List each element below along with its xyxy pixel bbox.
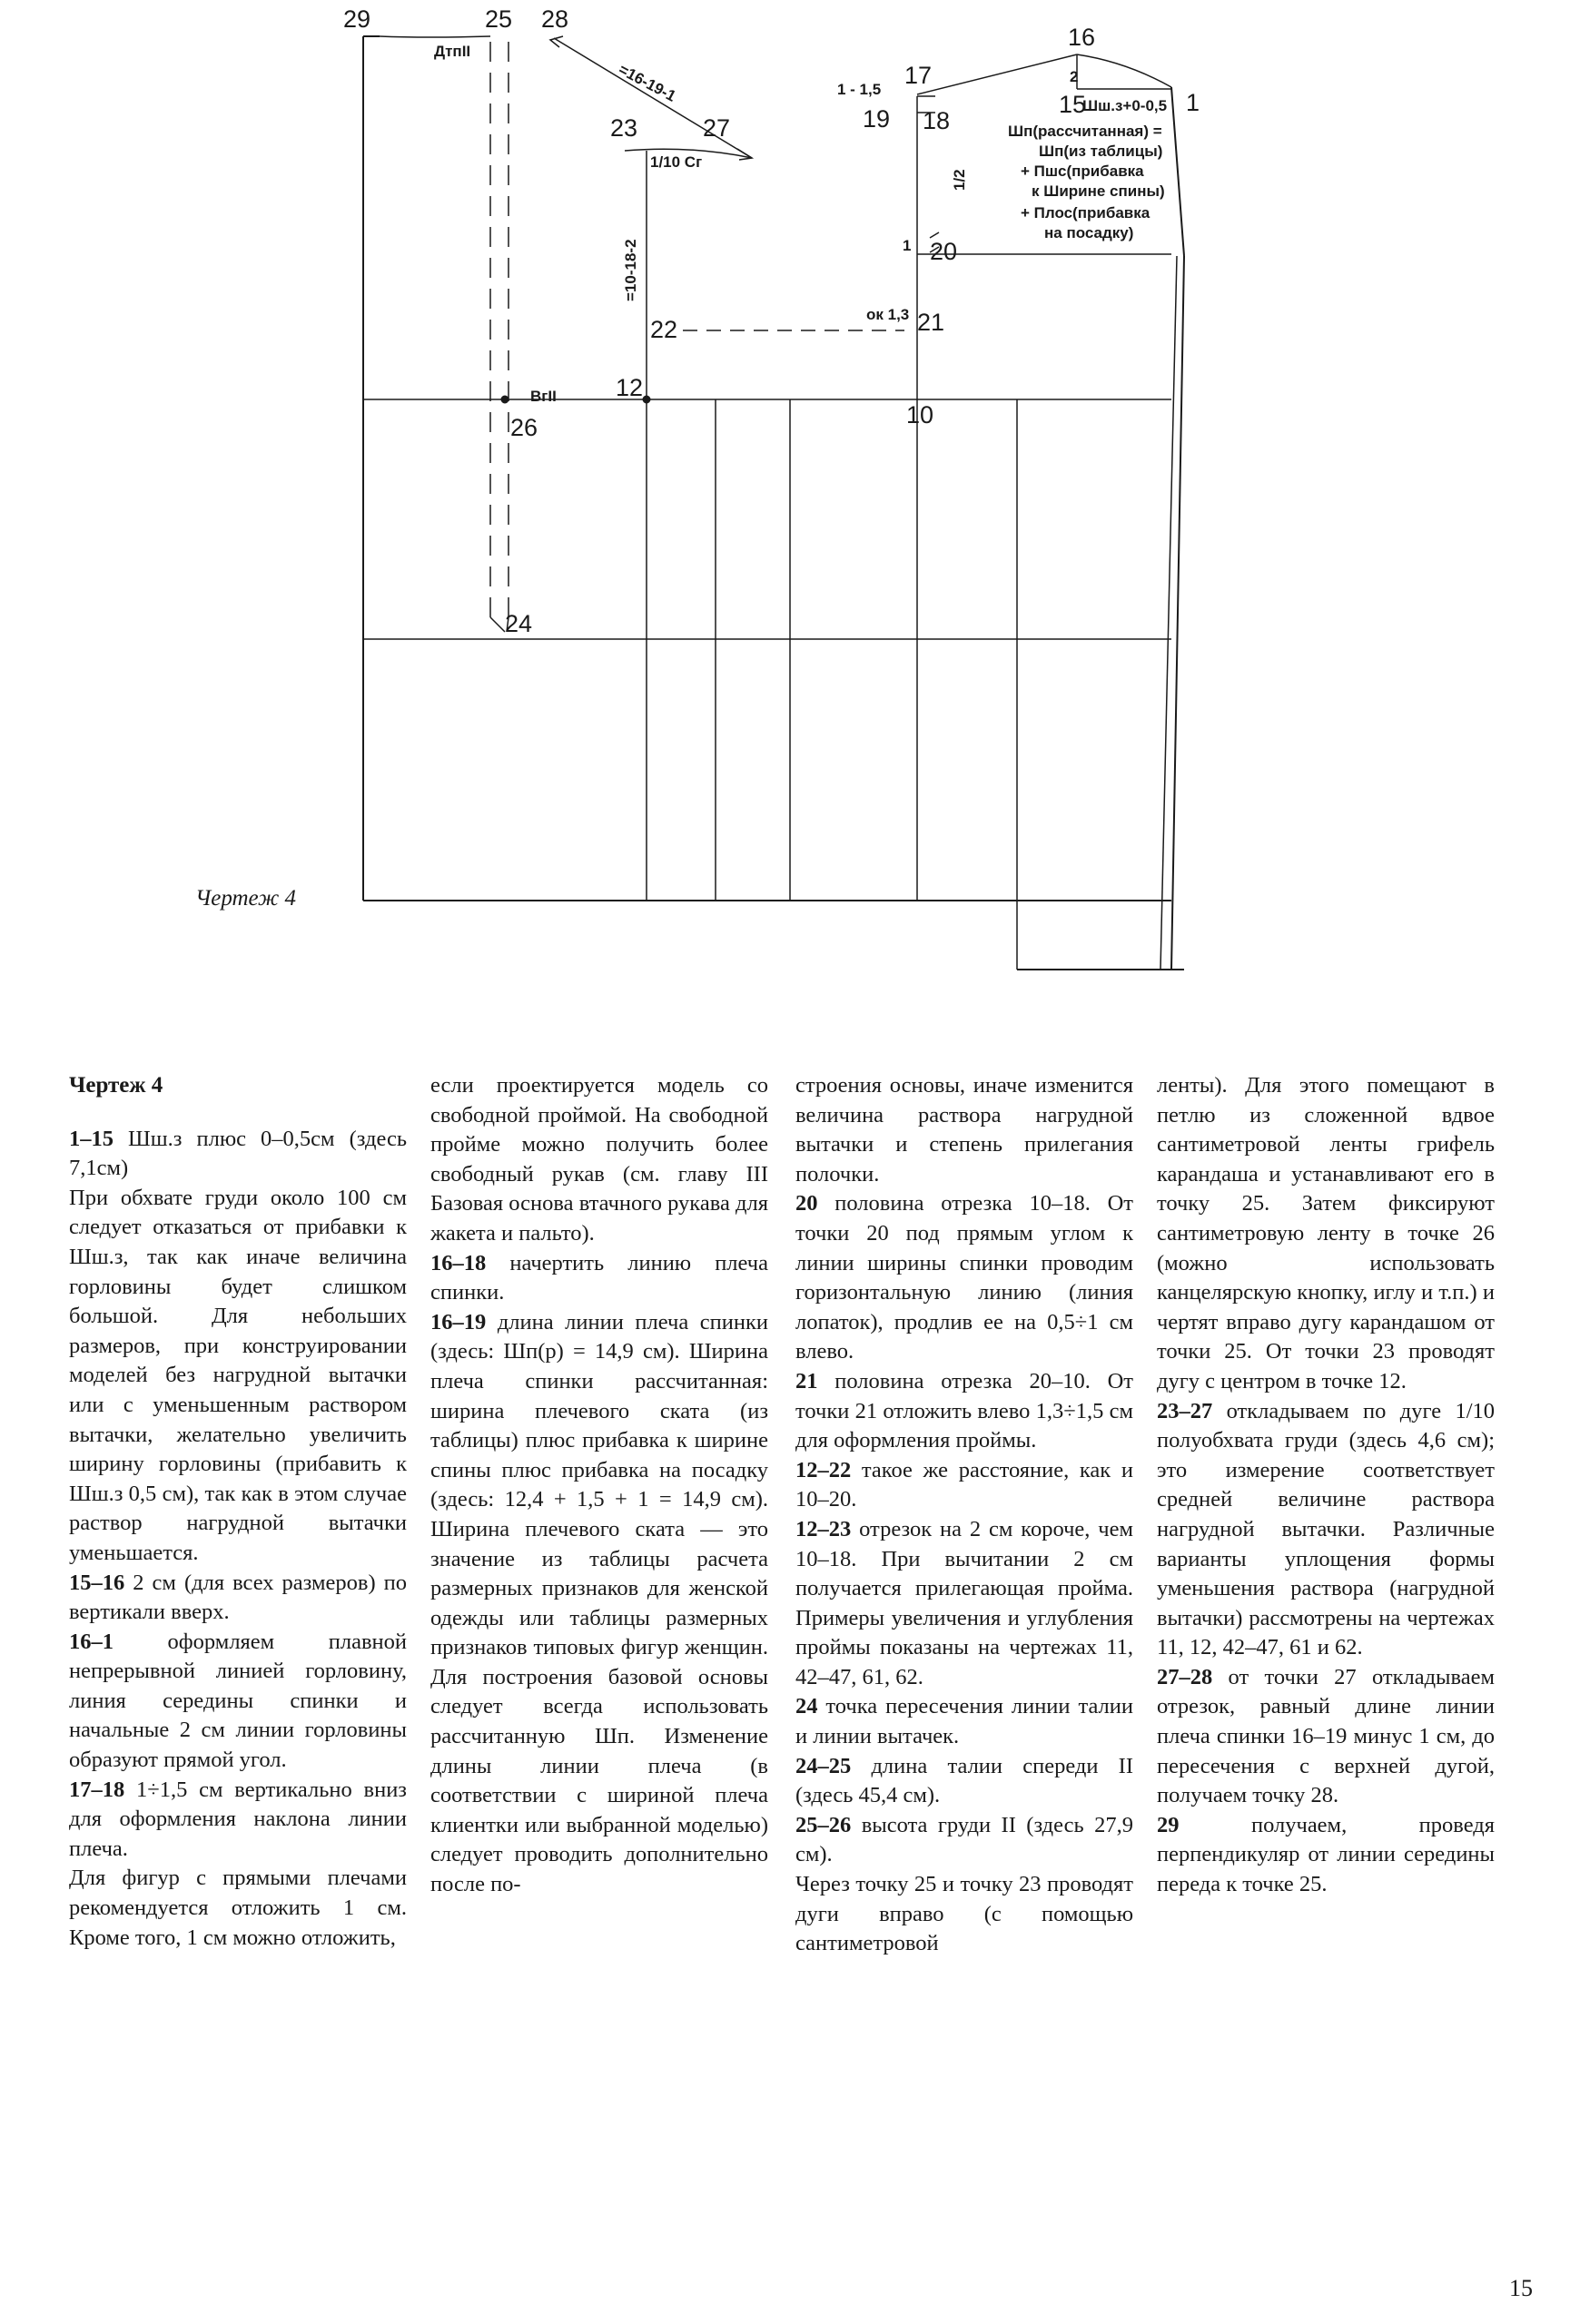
- article-heading: Чертеж 4: [69, 1073, 163, 1098]
- right-border-line: [1171, 256, 1184, 970]
- label-one-half: 1 - 1,5: [837, 81, 882, 98]
- point-26: 26: [510, 414, 538, 441]
- pattern-drawing: [0, 0, 1580, 1017]
- note-line-3: + Пшс(прибавка: [1021, 162, 1144, 180]
- point-15: 15: [1059, 91, 1087, 118]
- point-16: 16: [1068, 24, 1096, 51]
- label-ok: ок 1,3: [866, 306, 910, 323]
- paragraph: При обхвате груди около 100 см следует отказаться от прибавки к Шш.з, так как иначе величина горловины будет слишком большой. Для небольших размеров, при конструировании моделей без нагрудной вытачки или с уменьшенным раствором вытачки, желательно увеличить ширину горловины (прибавить к Шш.з 0,5 см), так как в этом случае раствор нагрудной вытачки уменьшается.: [69, 1185, 407, 1565]
- label-half: 1/2: [951, 169, 968, 191]
- text-column-2: [430, 1071, 768, 1900]
- paragraph: строения основы, иначе изменится величина раствора нагрудной вытачки и степень прилегания полочки.: [795, 1073, 1133, 1187]
- paragraph: 17–18 1÷1,5 см вертикально вниз для оформления наклона линии плеча.: [69, 1777, 407, 1861]
- label-dt: ДтпII: [434, 43, 471, 60]
- note-line-2: Шп(из таблицы): [1039, 143, 1163, 160]
- paragraph: 16–1 оформляем плавной непрерывной линией горловину, линия середины спинки и начальные 2 см линии горловины образуют прямой угол.: [69, 1629, 407, 1773]
- paragraph: Для фигур с прямыми плечами рекомендуется отложить 1 см. Кроме того, 1 см можно отложить,: [69, 1866, 407, 1950]
- point-18: 18: [923, 107, 951, 134]
- paragraph: 16–18 начертить линию плеча спинки.: [430, 1250, 768, 1305]
- point-29: 29: [343, 5, 371, 33]
- note-line-1: Шп(рассчитанная) =: [1008, 123, 1162, 140]
- paragraph: 20 половина отрезка 10–18. От точки 20 под прямым углом к линии ширины спинки проводим горизонтальную линию (линия лопаток), продлив ее на 0,5÷1 см влево.: [795, 1191, 1133, 1364]
- paragraph: 24–25 длина талии спереди II (здесь 45,4 см).: [795, 1753, 1133, 1808]
- label-one: 1: [903, 237, 912, 254]
- label-cr: 1/10 Сг: [650, 153, 703, 171]
- point-12: 12: [616, 374, 644, 401]
- right-border-line-2: [1160, 256, 1177, 970]
- point-21: 21: [917, 309, 945, 336]
- point-1: 1: [1186, 89, 1200, 116]
- article-text: [69, 1071, 1495, 2233]
- label-vg: ВгII: [530, 388, 557, 405]
- paragraph: 29 получаем, проведя перпендикуляр от линии середины переда к точке 25.: [1157, 1812, 1495, 1897]
- point-20: 20: [930, 238, 958, 265]
- paragraph: 12–23 отрезок на 2 см короче, чем 10–18. При вычитании 2 см получается прилегающая пройма. Примеры увеличения и углубления проймы показаны на чертежах 11, 42–47, 61, 62.: [795, 1516, 1133, 1689]
- paragraph: 12–22 такое же расстояние, как и 10–20.: [795, 1457, 1133, 1512]
- paragraph: 21 половина отрезка 20–10. От точки 21 отложить влево 1,3÷1,5 см для оформления проймы.: [795, 1368, 1133, 1453]
- point-17: 17: [904, 62, 933, 89]
- paragraph: 15–16 2 см (для всех размеров) по вертикали вверх.: [69, 1570, 407, 1625]
- paragraph: если проектируется модель со свободной проймой. На свободной пройме можно получить более свободный рукав (см. главу III Базовая основа втачного рукава для жакета и пальто).: [430, 1073, 768, 1246]
- text-column-1: [69, 1071, 407, 1953]
- label-vert: =10-18-2: [622, 239, 639, 301]
- drawing-caption: Чертеж 4: [195, 886, 297, 911]
- point-22: 22: [650, 316, 678, 343]
- page-number: 15: [1509, 2275, 1533, 2301]
- point-23: 23: [610, 114, 638, 142]
- paragraph: ленты). Для этого помещают в петлю из сложенной вдвое сантиметровой ленты грифель карандаша и устанавливают его в точку 25. Затем фиксируют сантиметровую ленту в точке 26 (можно использовать канцелярскую кнопку, иглу и т.п.) и чертят вправо дугу карандашом от точки 25. От точки 23 проводят дугу с центром в точке 12.: [1157, 1073, 1495, 1393]
- paragraph: 24 точка пересечения линии талии и линии вытачек.: [795, 1694, 1133, 1749]
- note-line-6: на посадку): [1044, 224, 1134, 241]
- paragraph: 23–27 откладываем по дуге 1/10 полуобхвата груди (здесь 4,6 см); это измерение соответствует средней величине раствора нагрудной вытачки. Различные варианты уплощения формы уменьшения раствора (нагрудной вытачки) рассмотрены на чертежах 11, 12, 42–47, 61 и 62.: [1157, 1398, 1495, 1660]
- text-column-3: [795, 1071, 1133, 1959]
- point-24: 24: [505, 610, 533, 637]
- label-sh-sh: Шш.з+0-0,5: [1082, 97, 1168, 114]
- point-27: 27: [703, 114, 731, 142]
- point-19: 19: [863, 105, 891, 133]
- label-arc: =16-19-1: [616, 60, 679, 105]
- paragraph: 25–26 высота груди II (здесь 27,9 см).: [795, 1812, 1133, 1867]
- point-10: 10: [906, 401, 934, 428]
- point-25: 25: [485, 5, 513, 33]
- paragraph: 1–15 Шш.з плюс 0–0,5см (здесь 7,1см): [69, 1126, 407, 1181]
- paragraph: 16–19 длина линии плеча спинки (здесь: Шп(р) = 14,9 см). Ширина плеча спинки рассчитанная: ширина плечевого ската (из таблицы) плюс прибавка к ширине спины плюс прибавка на посадку (здесь: 12,4 + 1,5 + 1 = 14,9 см). Ширина плечевого ската — это значение из таблицы расчета размерных признаков для женской одежды или таблицы размерных признаков типовых фигур женщин. Для построения базовой основы следует всегда использовать рассчитанную Шп. Изменение длины линии плеча (в соответствии с шириной плеча клиентки или выбранной моделью) следует проводить дополнительно после по-: [430, 1309, 768, 1897]
- note-line-5: + Плос(прибавка: [1021, 204, 1150, 222]
- paragraph: 27–28 от точки 27 откладываем отрезок, равный длине линии плеча спинки 16–19 минус 1 см, до пересечения с верхней дугой, получаем точку 28.: [1157, 1664, 1495, 1808]
- note-line-4: к Ширине спины): [1032, 182, 1165, 200]
- paragraph: Через точку 25 и точку 23 проводят дуги вправо (с помощью сантиметровой: [795, 1872, 1133, 1956]
- label-two: 2: [1070, 68, 1079, 85]
- text-column-4: [1157, 1071, 1495, 1900]
- point-28: 28: [541, 5, 569, 33]
